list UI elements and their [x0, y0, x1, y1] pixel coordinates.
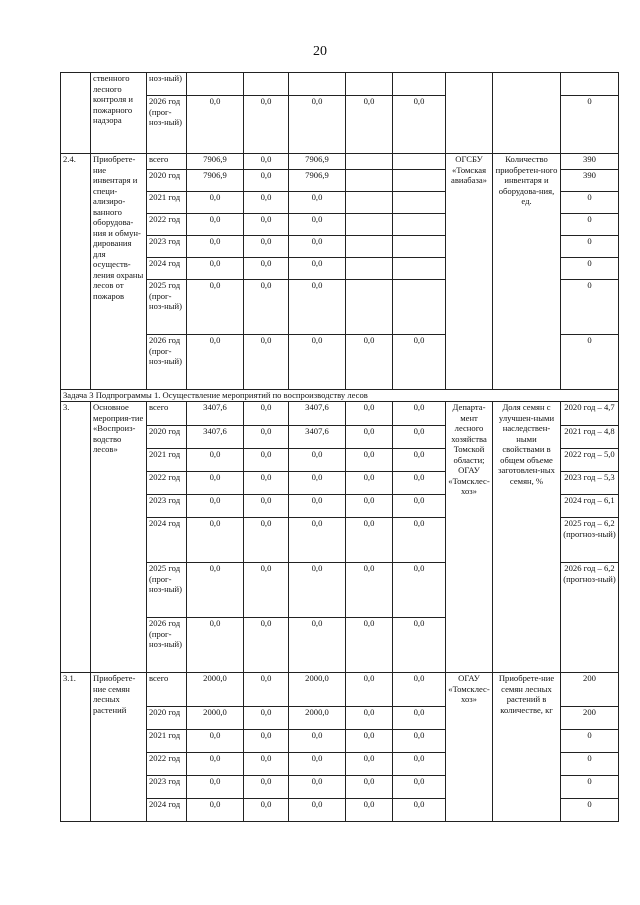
- target-cell: 200: [561, 673, 619, 707]
- value-cell: 3407,6: [289, 402, 346, 426]
- value-cell: 0,0: [393, 707, 446, 730]
- year-cell: ноз-ный): [147, 73, 187, 96]
- value-cell: 0,0: [244, 154, 289, 170]
- target-cell: [561, 73, 619, 96]
- value-cell: [346, 258, 393, 280]
- value-cell: [346, 170, 393, 192]
- value-cell: 0,0: [187, 472, 244, 495]
- value-cell: [346, 214, 393, 236]
- indicator: Приобрете-ние семян лесных растений в количестве, кг: [493, 673, 561, 822]
- value-cell: [346, 154, 393, 170]
- value-cell: 7906,9: [289, 170, 346, 192]
- value-cell: [393, 280, 446, 335]
- measure-name: Приобрете-ние семян лесных растений: [91, 673, 147, 822]
- value-cell: 2000,0: [187, 707, 244, 730]
- value-cell: 0,0: [244, 563, 289, 618]
- year-cell: 2025 год (прог-ноз-ный): [147, 280, 187, 335]
- value-cell: 0,0: [346, 335, 393, 390]
- value-cell: 0,0: [289, 280, 346, 335]
- row-number: 2.4.: [61, 154, 91, 390]
- value-cell: 0,0: [187, 335, 244, 390]
- value-cell: 0,0: [346, 472, 393, 495]
- target-cell: 2022 год – 5,0: [561, 449, 619, 472]
- value-cell: 0,0: [346, 730, 393, 753]
- value-cell: 0,0: [289, 472, 346, 495]
- year-cell: 2023 год: [147, 776, 187, 799]
- value-cell: 0,0: [393, 518, 446, 563]
- value-cell: 0,0: [393, 96, 446, 154]
- target-cell: 2025 год – 6,2 (прогноз-ный): [561, 518, 619, 563]
- value-cell: 7906,9: [187, 170, 244, 192]
- value-cell: 0,0: [393, 472, 446, 495]
- value-cell: 3407,6: [187, 426, 244, 449]
- value-cell: 0,0: [393, 335, 446, 390]
- table-row: [61, 673, 619, 707]
- value-cell: 3407,6: [187, 402, 244, 426]
- year-cell: 2026 год (прог-ноз-ный): [147, 96, 187, 154]
- value-cell: 0,0: [289, 618, 346, 673]
- value-cell: 0,0: [346, 673, 393, 707]
- value-cell: [289, 73, 346, 96]
- value-cell: 0,0: [244, 618, 289, 673]
- value-cell: [244, 73, 289, 96]
- value-cell: 0,0: [187, 192, 244, 214]
- value-cell: 0,0: [346, 753, 393, 776]
- year-cell: 2024 год: [147, 258, 187, 280]
- value-cell: 0,0: [244, 214, 289, 236]
- value-cell: 0,0: [289, 776, 346, 799]
- value-cell: 0,0: [393, 799, 446, 822]
- year-cell: 2022 год: [147, 214, 187, 236]
- year-cell: 2020 год: [147, 426, 187, 449]
- value-cell: 0,0: [289, 518, 346, 563]
- value-cell: 0,0: [244, 753, 289, 776]
- value-cell: 0,0: [346, 96, 393, 154]
- year-cell: всего: [147, 402, 187, 426]
- value-cell: 0,0: [289, 96, 346, 154]
- target-cell: 390: [561, 170, 619, 192]
- executor: Департа-мент лесного хозяйства Томской области; ОГАУ «Томсклес-хоз»: [446, 402, 493, 673]
- value-cell: [187, 73, 244, 96]
- table-row: [61, 390, 619, 402]
- year-cell: 2024 год: [147, 518, 187, 563]
- value-cell: 0,0: [289, 335, 346, 390]
- value-cell: 2000,0: [187, 673, 244, 707]
- value-cell: [393, 236, 446, 258]
- target-cell: 390: [561, 154, 619, 170]
- year-cell: 2021 год: [147, 730, 187, 753]
- value-cell: 0,0: [346, 426, 393, 449]
- value-cell: 0,0: [244, 280, 289, 335]
- value-cell: 0,0: [244, 730, 289, 753]
- target-cell: 0: [561, 258, 619, 280]
- value-cell: [346, 73, 393, 96]
- value-cell: 0,0: [244, 426, 289, 449]
- value-cell: [393, 214, 446, 236]
- value-cell: 0,0: [289, 214, 346, 236]
- year-cell: 2020 год: [147, 170, 187, 192]
- year-cell: 2023 год: [147, 236, 187, 258]
- target-cell: 0: [561, 335, 619, 390]
- executor: ОГСБУ «Томская авиабаза»: [446, 154, 493, 390]
- value-cell: 0,0: [346, 707, 393, 730]
- table-row: [61, 154, 619, 170]
- value-cell: 0,0: [244, 449, 289, 472]
- value-cell: [393, 170, 446, 192]
- value-cell: 0,0: [187, 449, 244, 472]
- value-cell: 7906,9: [289, 154, 346, 170]
- value-cell: 0,0: [393, 673, 446, 707]
- value-cell: 0,0: [393, 730, 446, 753]
- value-cell: [393, 192, 446, 214]
- target-cell: 0: [561, 280, 619, 335]
- table-row: [61, 73, 619, 96]
- value-cell: 0,0: [244, 799, 289, 822]
- value-cell: 0,0: [244, 192, 289, 214]
- year-cell: 2021 год: [147, 192, 187, 214]
- value-cell: 0,0: [244, 96, 289, 154]
- value-cell: 0,0: [289, 730, 346, 753]
- value-cell: 7906,9: [187, 154, 244, 170]
- value-cell: 0,0: [346, 563, 393, 618]
- target-cell: 0: [561, 192, 619, 214]
- measure-name: Основное мероприя-тие «Воспроиз-водство лесов»: [91, 402, 147, 673]
- target-cell: 0: [561, 753, 619, 776]
- year-cell: 2026 год (прог-ноз-ный): [147, 335, 187, 390]
- target-cell: 2021 год – 4,8: [561, 426, 619, 449]
- value-cell: 0,0: [187, 495, 244, 518]
- value-cell: 0,0: [187, 799, 244, 822]
- target-cell: 0: [561, 730, 619, 753]
- value-cell: 0,0: [289, 495, 346, 518]
- program-table: [60, 72, 619, 822]
- value-cell: 0,0: [244, 518, 289, 563]
- value-cell: 0,0: [187, 753, 244, 776]
- value-cell: 0,0: [187, 236, 244, 258]
- value-cell: 0,0: [244, 673, 289, 707]
- measure-name: ственного лесного контроля и пожарного надзора: [91, 73, 147, 154]
- value-cell: 0,0: [289, 258, 346, 280]
- value-cell: 0,0: [393, 449, 446, 472]
- value-cell: 0,0: [244, 495, 289, 518]
- measure-name: Приобрете-ние инвентаря и специ-ализиро-ванного оборудова-ния и обмун-дирования для осуществ-ления охраны лесов от пожаров: [91, 154, 147, 390]
- value-cell: 0,0: [187, 96, 244, 154]
- value-cell: [393, 154, 446, 170]
- target-cell: 0: [561, 799, 619, 822]
- year-cell: 2020 год: [147, 707, 187, 730]
- value-cell: 0,0: [289, 799, 346, 822]
- value-cell: 0,0: [393, 618, 446, 673]
- value-cell: 0,0: [244, 472, 289, 495]
- year-cell: 2023 год: [147, 495, 187, 518]
- value-cell: 0,0: [346, 518, 393, 563]
- value-cell: 0,0: [289, 236, 346, 258]
- year-cell: 2025 год (прог-ноз-ный): [147, 563, 187, 618]
- value-cell: 0,0: [393, 563, 446, 618]
- value-cell: 0,0: [187, 618, 244, 673]
- year-cell: 2026 год (прог-ноз-ный): [147, 618, 187, 673]
- value-cell: 0,0: [187, 518, 244, 563]
- value-cell: [346, 192, 393, 214]
- value-cell: 0,0: [346, 799, 393, 822]
- value-cell: 2000,0: [289, 707, 346, 730]
- year-cell: всего: [147, 154, 187, 170]
- target-cell: 2024 год – 6,1: [561, 495, 619, 518]
- target-cell: 0: [561, 236, 619, 258]
- task-header: Задача 3 Подпрограммы 1. Осуществление мероприятий по воспроизводству лесов: [61, 390, 619, 402]
- value-cell: 0,0: [244, 258, 289, 280]
- page-number: 20: [313, 44, 327, 59]
- value-cell: 0,0: [244, 776, 289, 799]
- target-cell: 0: [561, 96, 619, 154]
- target-cell: 2026 год – 6,2 (прогноз-ный): [561, 563, 619, 673]
- row-number: 3.1.: [61, 673, 91, 822]
- value-cell: 0,0: [187, 776, 244, 799]
- year-cell: всего: [147, 673, 187, 707]
- value-cell: 0,0: [244, 402, 289, 426]
- value-cell: 0,0: [289, 753, 346, 776]
- value-cell: 3407,6: [289, 426, 346, 449]
- value-cell: 0,0: [393, 402, 446, 426]
- value-cell: 0,0: [187, 563, 244, 618]
- value-cell: 0,0: [393, 753, 446, 776]
- year-cell: 2022 год: [147, 753, 187, 776]
- target-cell: 200: [561, 707, 619, 730]
- value-cell: 0,0: [393, 426, 446, 449]
- value-cell: 2000,0: [289, 673, 346, 707]
- value-cell: [393, 73, 446, 96]
- value-cell: 0,0: [244, 335, 289, 390]
- value-cell: 0,0: [187, 730, 244, 753]
- value-cell: 0,0: [187, 214, 244, 236]
- indicator: Количество приобретен-ного инвентаря и оборудова-ния, ед.: [493, 154, 561, 390]
- target-cell: 2020 год – 4,7: [561, 402, 619, 426]
- executor: ОГАУ «Томсклес-хоз»: [446, 673, 493, 822]
- value-cell: 0,0: [187, 280, 244, 335]
- value-cell: 0,0: [346, 402, 393, 426]
- target-cell: 0: [561, 214, 619, 236]
- value-cell: 0,0: [393, 495, 446, 518]
- value-cell: 0,0: [244, 236, 289, 258]
- value-cell: 0,0: [346, 776, 393, 799]
- value-cell: 0,0: [346, 495, 393, 518]
- value-cell: 0,0: [187, 258, 244, 280]
- row-number: 3.: [61, 402, 91, 673]
- value-cell: [393, 258, 446, 280]
- value-cell: 0,0: [289, 449, 346, 472]
- target-cell: 0: [561, 776, 619, 799]
- value-cell: 0,0: [244, 707, 289, 730]
- row-number: [61, 73, 91, 154]
- year-cell: 2021 год: [147, 449, 187, 472]
- indicator: Доля семян с улучшен-ными наследствен-ными свойствами в общем объеме заготовлен-ных семян, %: [493, 402, 561, 673]
- value-cell: 0,0: [346, 618, 393, 673]
- year-cell: 2024 год: [147, 799, 187, 822]
- value-cell: 0,0: [346, 449, 393, 472]
- target-cell: 2023 год – 5,3: [561, 472, 619, 495]
- executor: [446, 73, 493, 154]
- value-cell: 0,0: [393, 776, 446, 799]
- value-cell: 0,0: [244, 170, 289, 192]
- value-cell: [346, 280, 393, 335]
- year-cell: 2022 год: [147, 472, 187, 495]
- value-cell: 0,0: [289, 192, 346, 214]
- value-cell: [346, 236, 393, 258]
- indicator: [493, 73, 561, 154]
- value-cell: 0,0: [289, 563, 346, 618]
- table-row: [61, 402, 619, 426]
